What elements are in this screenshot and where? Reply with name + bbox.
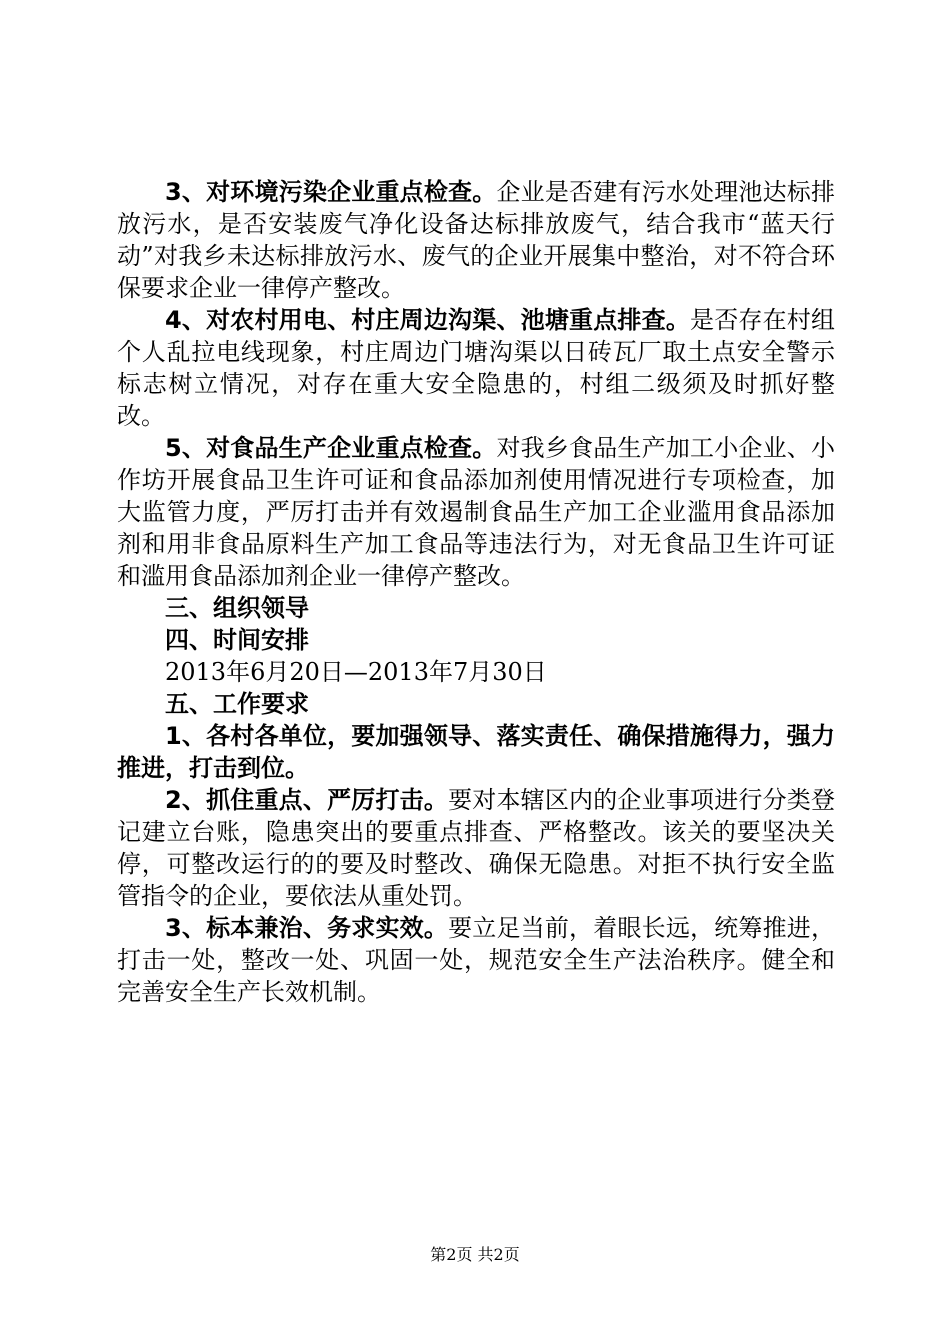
schedule-dates: 2013年6月20日—2013年7月30日 <box>165 658 547 686</box>
page-footer: 第2页 共2页 <box>430 1245 520 1264</box>
paragraph-lead: 5、对食品生产企业重点检查。 <box>165 434 497 462</box>
paragraph-lead: 3、标本兼治、务求实效。 <box>165 914 449 942</box>
paragraph-text: 企业是否建有污水处理池达标排放污水，是否安装废气净化设备达标排放废气，结合我市“蓝天行动”对我乡未达标排放污水、废气的企业开展集中整治，对不符合环保要求企业一律停产整改。 <box>117 178 836 302</box>
paragraph-lead: 2、抓住重点、严厉打击。 <box>165 786 449 814</box>
requirement-leadership <box>117 720 835 784</box>
section-heading-schedule: 四、时间安排 <box>165 626 309 654</box>
requirement-key-points <box>117 784 835 912</box>
paragraph-lead: 4、对农村用电、村庄周边沟渠、池塘重点排查。 <box>165 306 691 334</box>
paragraph-text: 是否存在村组个人乱拉电线现象，村庄周边门塘沟渠以日砖瓦厂取土点安全警示标志树立情况，对存在重大安全隐患的，村组二级须及时抓好整改。 <box>117 306 835 430</box>
section-heading-requirements: 五、工作要求 <box>165 690 309 718</box>
section-heading-organization: 三、组织领导 <box>165 594 309 622</box>
paragraph-text: 要立足当前，着眼长远，统筹推进，打击一处，整改一处、巩固一处，规范安全生产法治秩序。健全和完善安全生产长效机制。 <box>117 914 836 1006</box>
document-body <box>117 176 835 1008</box>
paragraph-lead: 3、对环境污染企业重点检查。 <box>165 178 497 206</box>
paragraph-environmental-pollution <box>117 176 835 304</box>
paragraph-food-production <box>117 432 835 592</box>
paragraph-text: 对我乡食品生产加工小企业、小作坊开展食品卫生许可证和食品添加剂使用情况进行专项检查，加大监管力度，严厉打击并有效遏制食品生产加工企业滥用食品添加剂和用非食品原料生产加工食品等违法行为，对无食品卫生许可证和滥用食品添加剂企业一律停产整改。 <box>117 434 836 590</box>
requirement-long-term <box>117 912 835 1008</box>
paragraph-lead: 1、各村各单位，要加强领导、落实责任、确保措施得力，强力推进，打击到位。 <box>117 722 835 782</box>
paragraph-text: 要对本辖区内的企业事项进行分类登记建立台账，隐患突出的要重点排查、严格整改。该关的要坚决关停，可整改运行的的要及时整改、确保无隐患。对拒不执行安全监管指令的企业，要依法从重处罚。 <box>117 786 836 910</box>
paragraph-rural-electricity <box>117 304 835 432</box>
